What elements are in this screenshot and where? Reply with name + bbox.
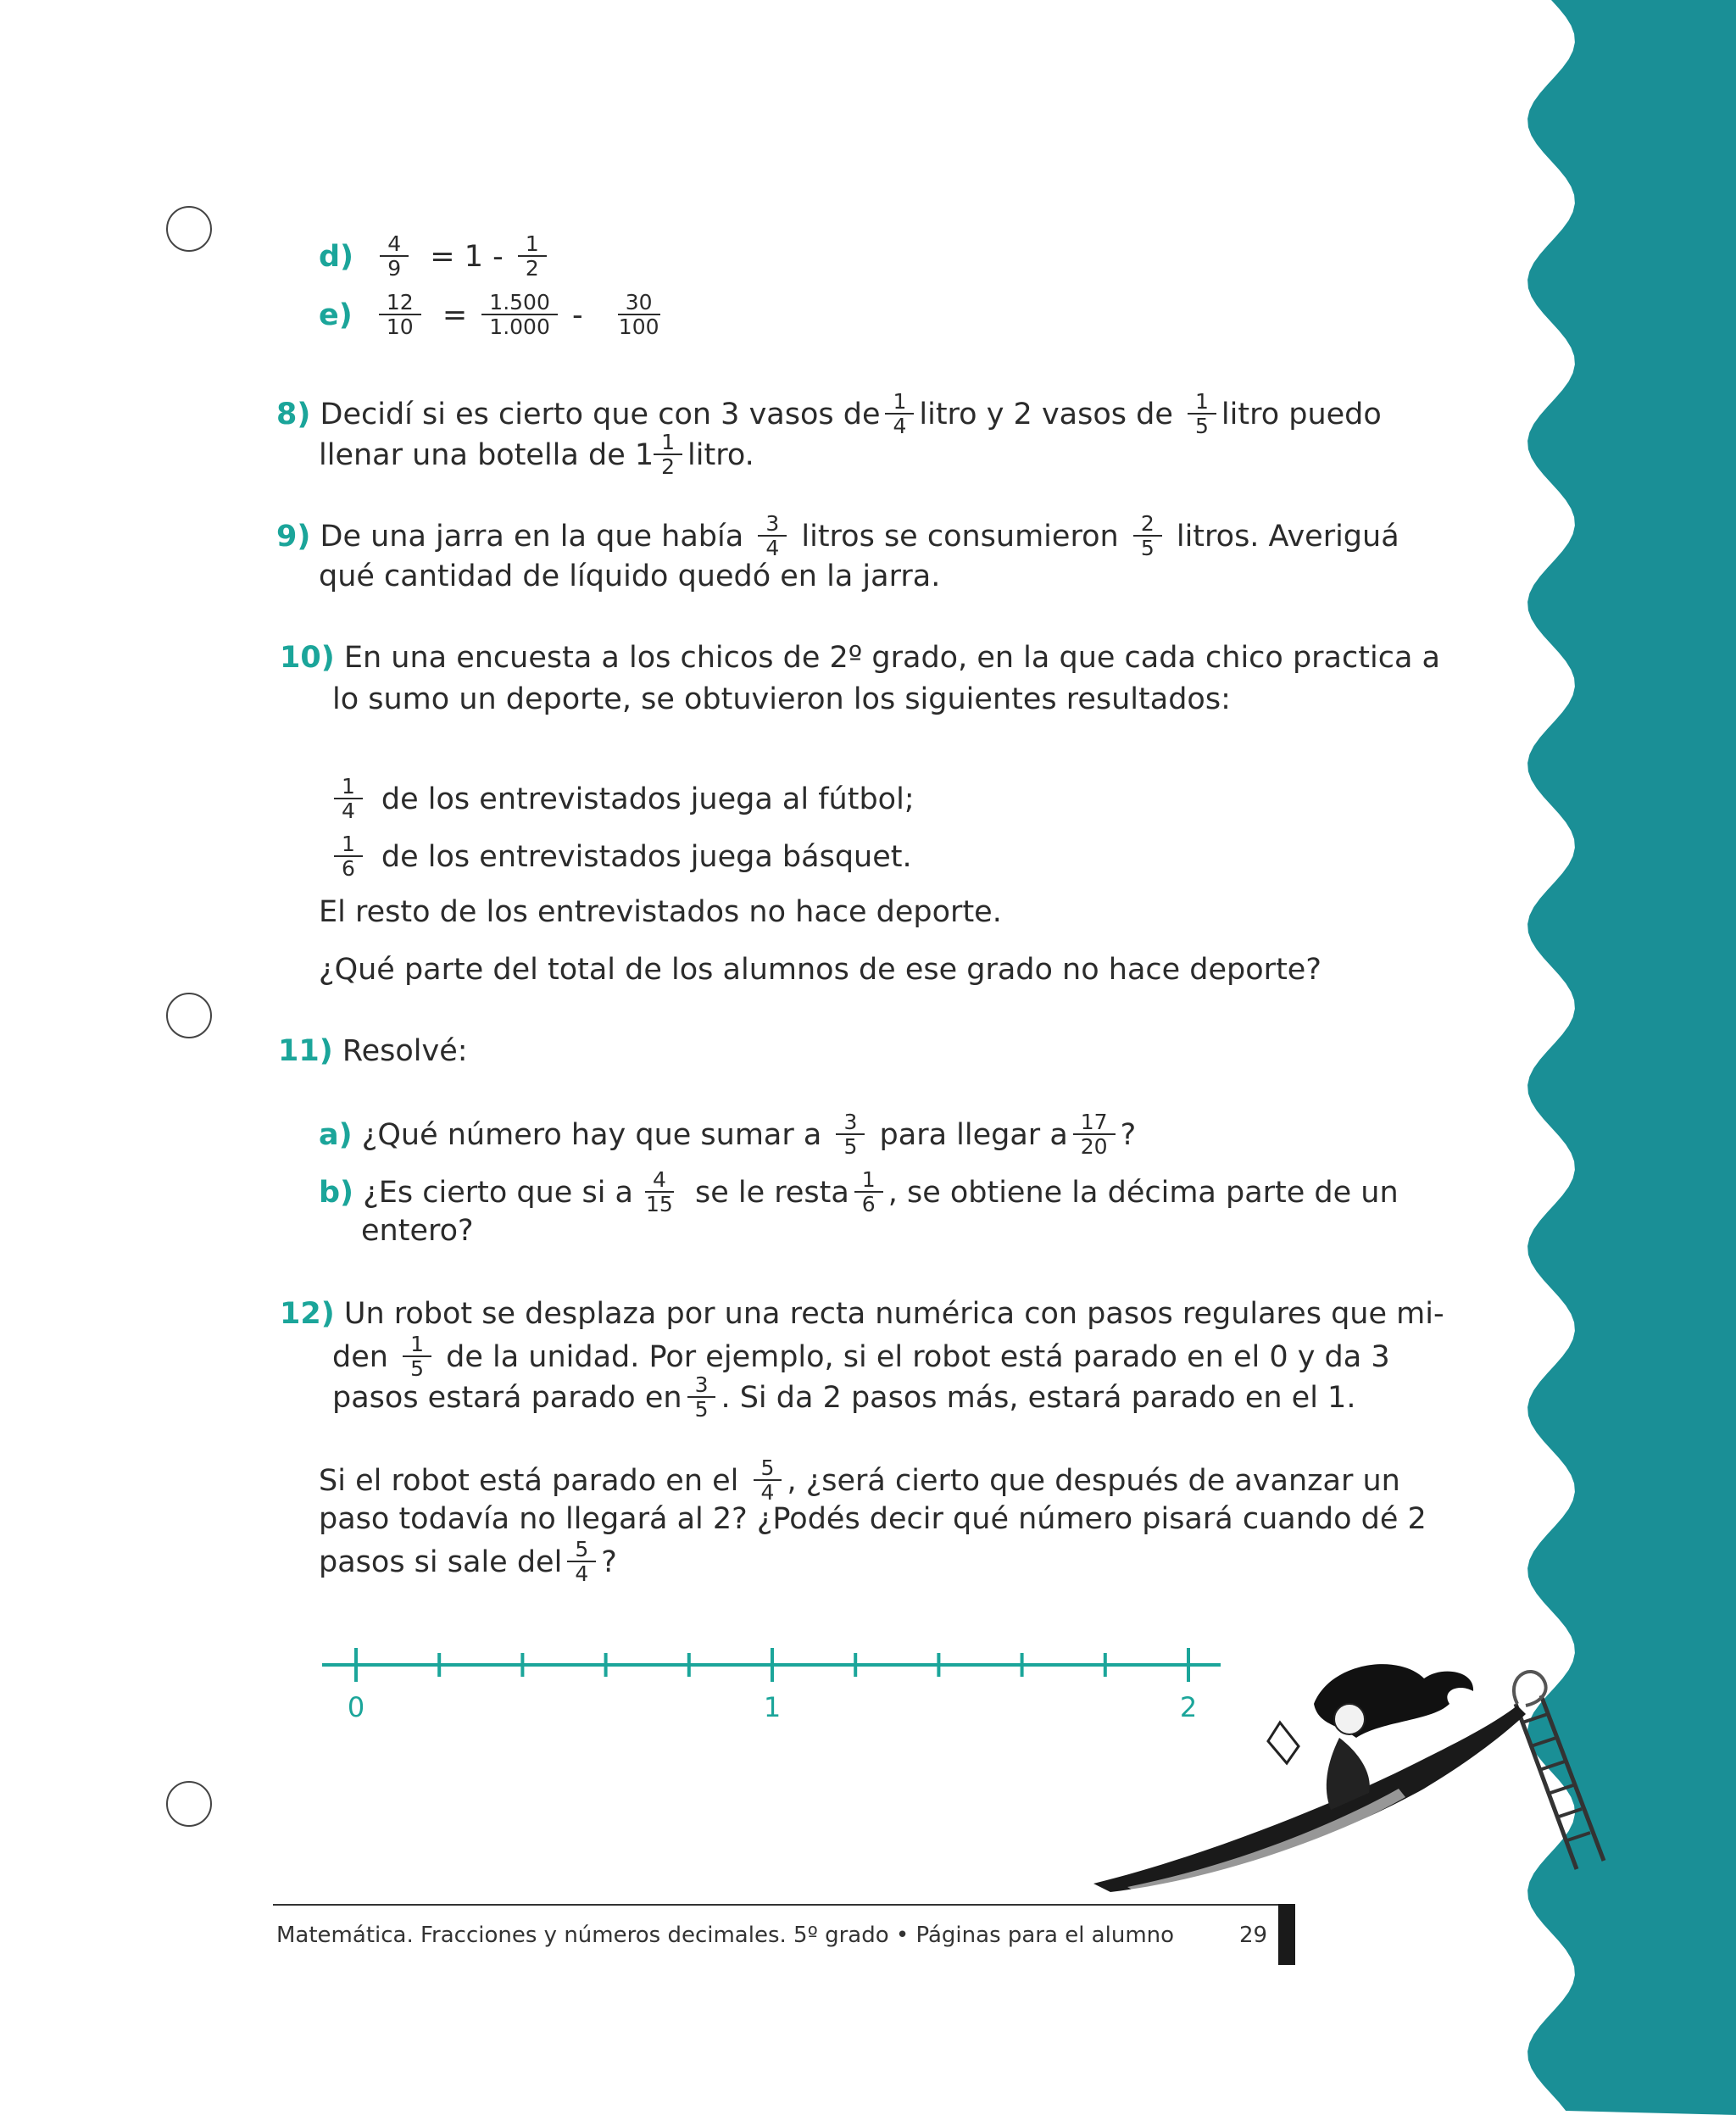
item-d [319, 231, 552, 281]
minus-sign: - [572, 298, 583, 332]
fraction: $\frac{1}{5}$ [403, 1333, 431, 1380]
item-d-label: d) [319, 240, 354, 274]
fraction: $\frac{2}{5}$ [1133, 512, 1162, 559]
result-football: $\frac{1}{4}$ de los entrevistados juega al fútbol; [329, 776, 915, 824]
problem-text: litros se consumieron [801, 520, 1119, 554]
problem-text: De una jarra en la que había [320, 520, 744, 554]
problem-text: En una encuesta a los chicos de 2º grado, en la que cada chico practica a [343, 641, 1440, 675]
fraction: $\frac{3}{5}$ [687, 1373, 716, 1421]
number-line-label-0: 0 [347, 1691, 365, 1723]
item-a-label: a) [319, 1118, 353, 1152]
fraction: $\frac{1}{5}$ [1188, 390, 1216, 437]
problem-text: Decidí si es cierto que con 3 vasos de [320, 398, 881, 431]
fraction: $\frac{17}{20}$ [1073, 1110, 1116, 1158]
problem-text: Un robot se desplaza por una recta numérica con pasos regulares que mi- [343, 1297, 1444, 1331]
problem-12-line-3: pasos estará parado en $\frac{3}{5}$ . Si da 2 pasos más, estará parado en el 1. [332, 1372, 1356, 1422]
problem-text: Resolvé: [342, 1034, 468, 1068]
problem-10-number: 10) [280, 641, 335, 675]
fraction: $\frac{5}{4}$ [754, 1456, 782, 1504]
problem-8-number: 8) [276, 398, 311, 431]
fraction: $\frac{30}{100}$ [618, 290, 659, 339]
girl-on-slide-illustration [1077, 1645, 1670, 1899]
problem-10-line-2: lo sumo un deporte, se obtuvieron los siguientes resultados: [332, 682, 1231, 716]
problem-9-number: 9) [276, 520, 311, 554]
fraction: $\frac{5}{4}$ [567, 1538, 596, 1585]
fraction: $\frac{3}{4}$ [758, 512, 787, 559]
problem-10-rest: El resto de los entrevistados no hace deporte. [319, 895, 1002, 929]
problem-12-question-3: pasos si sale del $\frac{5}{4}$ ? [319, 1537, 617, 1586]
problem-9-line-2: qué cantidad de líquido quedó en la jarra. [319, 559, 941, 593]
fraction: $\frac{12}{10}$ [379, 291, 421, 338]
equation-text: = 1 - [430, 240, 504, 274]
problem-11-number: 11) [278, 1034, 333, 1068]
fraction: $\frac{1}{2}$ [654, 431, 682, 478]
number-line-label-1: 1 [763, 1691, 782, 1723]
fraction: $\frac{1}{4}$ [885, 390, 914, 437]
fraction: $\frac{3}{5}$ [836, 1110, 865, 1158]
problem-text: litro puedo [1221, 398, 1382, 431]
problem-10 [280, 637, 1440, 678]
fraction: $\frac{4}{9}$ [380, 232, 409, 280]
problem-9 [276, 511, 1399, 561]
item-e [319, 292, 672, 340]
footer-text: Matemática. Fracciones y números decimales. 5º grado • Páginas para el alumno [276, 1923, 1175, 1948]
fraction: $\frac{1}{2}$ [518, 232, 547, 280]
footer-marker [1278, 1904, 1295, 1965]
problem-12-question-2: paso todavía no llegará al 2? ¿Podés decir qué número pisará cuando dé 2 [319, 1502, 1427, 1536]
problem-11-a: a) ¿Qué número hay que sumar a $\frac{3}{5}$ para llegar a $\frac{17}{20}$ ? [319, 1110, 1137, 1159]
problem-text: litro y 2 vasos de [919, 398, 1173, 431]
fraction: $\frac{1.500}{1.000}$ [481, 291, 558, 338]
page-number: 29 [1239, 1923, 1268, 1948]
problem-11-b-line-2: entero? [361, 1214, 474, 1248]
result-basketball: $\frac{1}{6}$ de los entrevistados juega básquet. [329, 834, 912, 882]
binder-hole-middle [166, 993, 212, 1038]
fraction: $\frac{1}{4}$ [334, 775, 363, 822]
fraction: $\frac{4}{15}$ [646, 1167, 673, 1216]
fraction: $\frac{1}{6}$ [334, 832, 363, 880]
number-line-label-2: 2 [1179, 1691, 1198, 1723]
footer-rule [273, 1904, 1278, 1906]
problem-text: litros. Averiguá [1176, 520, 1399, 554]
problem-10-question: ¿Qué parte del total de los alumnos de ese grado no hace deporte? [319, 953, 1321, 987]
problem-12-question-1: Si el robot está parado en el $\frac{5}{4}$ , ¿será cierto que después de avanzar un [319, 1455, 1400, 1505]
problem-11-b: b) ¿Es cierto que si a $\frac{4}{15}$ se le resta $\frac{1}{6}$ , se obtiene la décima parte de un [319, 1167, 1399, 1216]
binder-hole-top [166, 206, 212, 252]
item-e-label: e) [319, 298, 353, 332]
problem-8-line-2: llenar una botella de 1 $\frac{1}{2}$ litro. [319, 430, 754, 479]
binder-hole-bottom [166, 1781, 212, 1827]
item-b-label: b) [319, 1176, 354, 1210]
problem-12 [280, 1294, 1444, 1334]
equals-sign: = [442, 298, 468, 332]
problem-11 [278, 1031, 468, 1071]
problem-12-line-2: den $\frac{1}{5}$ de la unidad. Por ejemplo, si el robot está parado en el 0 y da 3 [332, 1332, 1390, 1381]
problem-12-number: 12) [280, 1297, 335, 1331]
fraction: $\frac{1}{6}$ [854, 1168, 883, 1216]
